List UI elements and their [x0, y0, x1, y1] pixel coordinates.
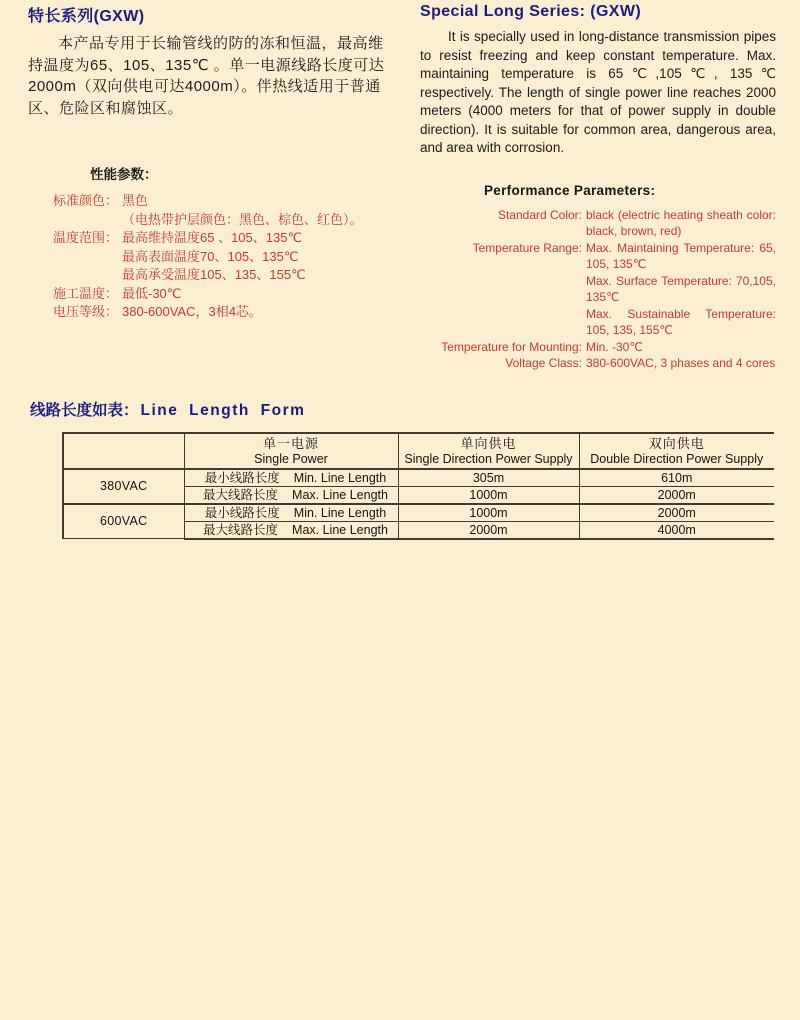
param-value: Max. Surface Temperature: 70,105, 135℃: [586, 273, 776, 304]
param-label: Standard Color:: [497, 207, 582, 222]
single-direction-value: 1000m: [398, 504, 579, 522]
intro-section: [0, 3, 800, 372]
param-value: 380-600VAC，3相4芯。: [122, 304, 262, 319]
param-label: 标准颜色：: [52, 193, 118, 208]
intro-paragraph-zh: 本产品专用于长输管线的防的冻和恒温，最高维持温度为65、105、135℃ 。单一电源线路长度可达2000m（双向供电可达4000m）。伴热线适用于普通区、危险区和腐蚀区。: [28, 35, 385, 117]
header-cell-single-power: [184, 433, 398, 469]
row-type-cell: [184, 504, 398, 522]
header-cell-double-direction: [579, 433, 774, 469]
row-type-en: Max. Line Length: [292, 522, 388, 537]
param-value: 最高承受温度105、135、155℃: [122, 267, 306, 282]
table-title-zh: 线路长度如表：: [30, 401, 139, 419]
row-type-zh: 最大线路长度: [203, 522, 279, 537]
params-heading-en: Performance Parameters:: [484, 182, 656, 198]
header-single-power-zh: 单一电源: [262, 435, 319, 451]
single-direction-value: 305m: [398, 469, 579, 487]
row-type-cell: [184, 521, 398, 539]
double-direction-value: 4000m: [579, 521, 774, 539]
header-double-direction-en: Double Direction Power Supply: [590, 451, 764, 466]
param-value: 380-600VAC, 3 phases and 4 cores: [586, 356, 776, 370]
row-type-cell: [184, 469, 398, 487]
table-header-row: [63, 433, 774, 469]
param-label: [28, 211, 118, 230]
params-list-zh: [28, 192, 392, 322]
line-length-table: [62, 432, 774, 540]
param-value: black (electric heating sheath color: black, brown, red): [586, 207, 776, 238]
params-list-en: [420, 207, 776, 372]
param-label: 施工温度：: [52, 285, 118, 301]
header-cell-single-direction: [398, 433, 579, 469]
param-value: Max. Sustainable Temperature: 105, 135, 155℃: [586, 306, 776, 337]
row-type-cell: [184, 486, 398, 504]
param-label: Temperature for Mounting:: [441, 339, 582, 354]
single-direction-value: 1000m: [398, 486, 579, 504]
row-type-zh: 最大线路长度: [203, 487, 279, 502]
double-direction-value: 610m: [579, 469, 774, 487]
table-title-en: Line Length Form: [140, 401, 306, 419]
voltage-cell-380vac: 380VAC: [63, 469, 184, 504]
row-type-en: Min. Line Length: [293, 505, 387, 520]
header-single-direction-en: Single Direction Power Supply: [404, 451, 573, 466]
param-label: [420, 273, 582, 306]
param-value: 黑色: [122, 193, 149, 208]
param-label: Temperature Range:: [472, 240, 582, 255]
voltage-cell-600vac: 600VAC: [63, 504, 184, 539]
param-label: [420, 306, 582, 339]
header-single-direction-zh: 单向供电: [460, 435, 517, 451]
param-value: 最高维持温度65 、105、135℃: [122, 230, 303, 245]
param-label: [28, 266, 118, 285]
chinese-column: [28, 3, 392, 322]
row-type-en: Max. Line Length: [292, 487, 388, 502]
row-type-en: Min. Line Length: [293, 470, 387, 485]
param-label: [28, 248, 118, 267]
intro-paragraph-en: It is specially used in long-distance transmission pipes to resist freezing and keep constant temperature. Max. maintaining temperature is 65℃,105℃, 135℃ respectively. The length of single power line reaches 2000 meters (4000 meters for that of power supply in double direction). It is suitable for common area, dangerous area, and area with corrosion.: [420, 29, 776, 155]
param-value: 最低-30℃: [122, 285, 182, 301]
param-value: Max. Maintaining Temperature: 65, 105, 135℃: [586, 240, 776, 271]
row-type-zh: 最小线路长度: [204, 470, 280, 485]
english-column: [420, 3, 776, 372]
param-value: Min. -30℃: [586, 339, 643, 354]
header-single-power-en: Single Power: [254, 451, 328, 466]
double-direction-value: 2000m: [579, 486, 774, 504]
table-row: [63, 504, 774, 522]
param-label: Voltage Class:: [505, 356, 582, 370]
header-cell-empty: [63, 433, 184, 469]
single-direction-value: 2000m: [398, 521, 579, 539]
param-label: 电压等级：: [52, 304, 118, 319]
param-value: 最高表面温度70、105、135℃: [122, 248, 299, 264]
table-row: [63, 469, 774, 487]
section-title-en: Special Long Series: (GXW): [420, 3, 642, 20]
table-title: [30, 398, 800, 420]
row-type-zh: 最小线路长度: [204, 505, 280, 520]
header-double-direction-zh: 双向供电: [648, 435, 705, 451]
line-length-section: [0, 398, 800, 540]
section-title-zh: 特长系列(GXW): [28, 8, 145, 25]
param-value: （电热带护层颜色：黑色、棕色、红色）。: [122, 211, 363, 227]
params-heading-zh: 性能参数：: [90, 167, 158, 182]
param-label: 温度范围：: [52, 230, 118, 245]
double-direction-value: 2000m: [579, 504, 774, 522]
